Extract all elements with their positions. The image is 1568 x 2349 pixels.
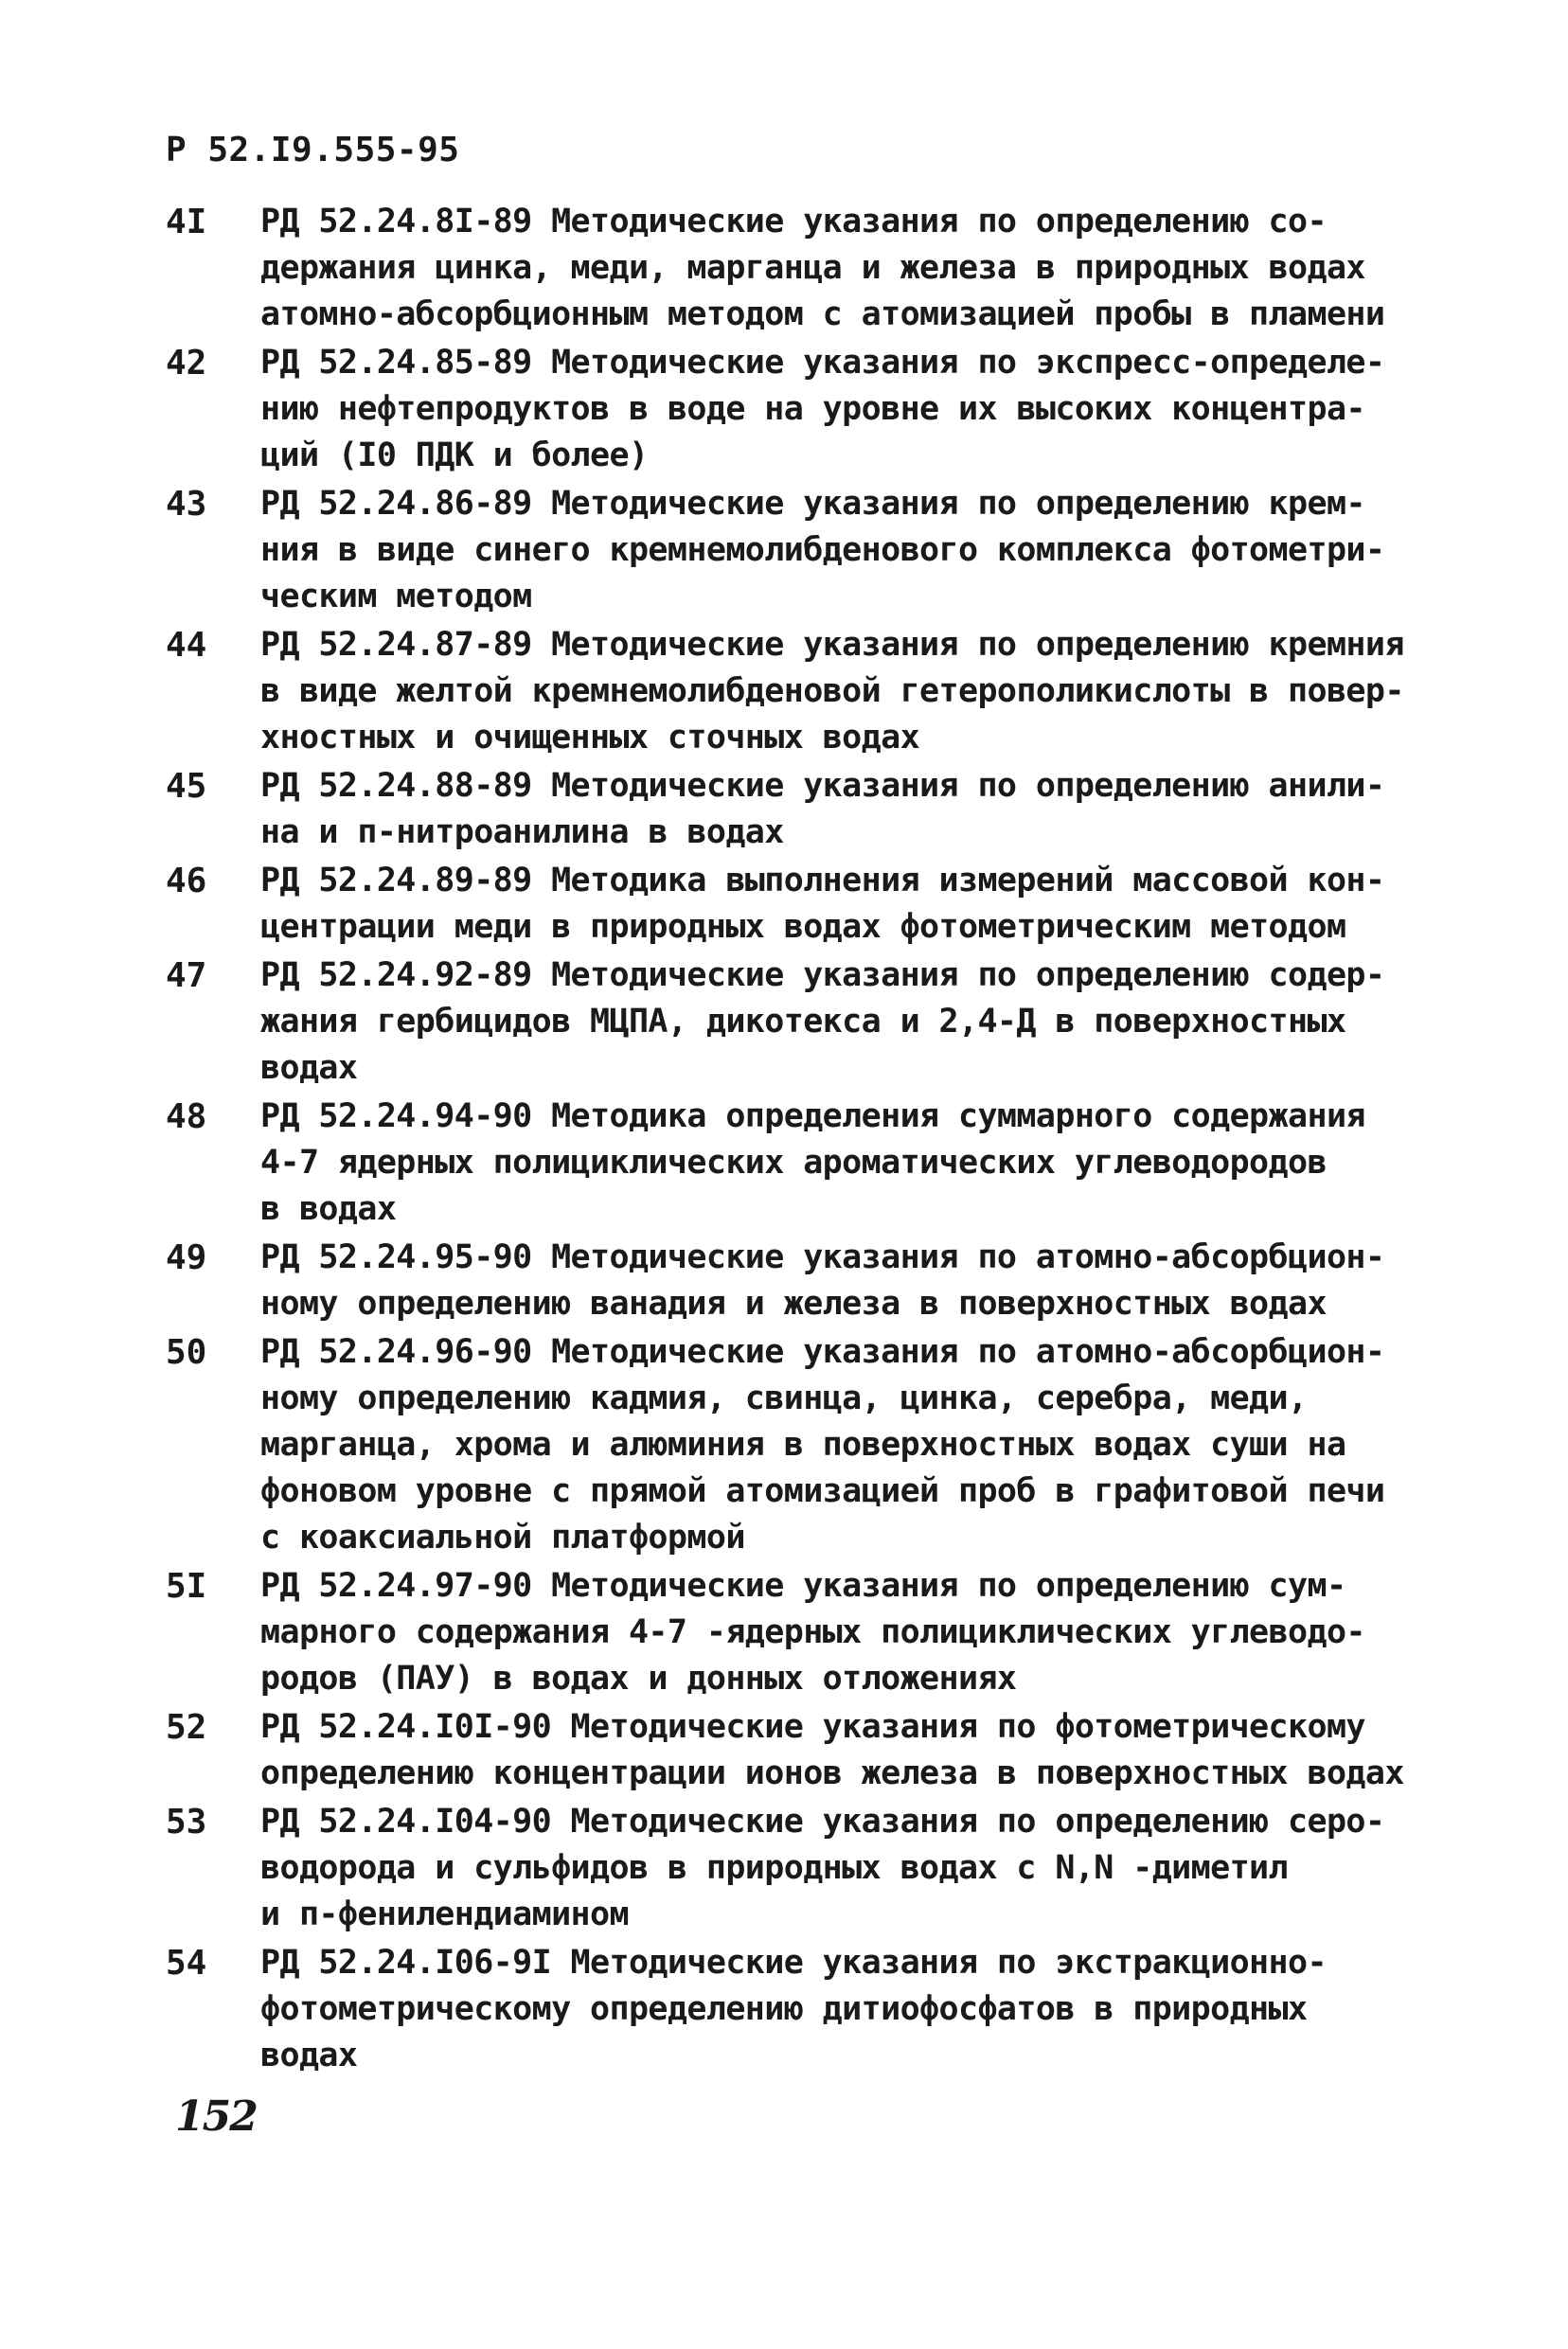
entry-line: фоновом уровне с прямой атомизацией проб в графитовой печи [260, 1472, 1385, 1510]
entry-text [260, 763, 1434, 856]
entry-line: нию нефтепродуктов в воде на уровне их высоких концентра- [260, 390, 1365, 428]
reference-entry [166, 1799, 1434, 1938]
entry-number: 45 [166, 767, 207, 806]
document-code: Р 52.I9.555-95 [166, 131, 460, 169]
entry-line: с коаксиальной платформой [260, 1519, 745, 1557]
entry-line: РД 52.24.I06-9I Методические указания по экстракционно- [260, 1944, 1327, 1982]
entry-text [260, 199, 1434, 338]
entry-text [260, 340, 1434, 479]
entry-line: РД 52.24.95-90 Методические указания по атомно-абсорбцион- [260, 1238, 1385, 1276]
entry-text [260, 858, 1434, 951]
entry-number: 42 [166, 344, 207, 383]
entry-number: 5I [166, 1567, 207, 1606]
entry-number: 46 [166, 862, 207, 900]
entry-number: 49 [166, 1238, 207, 1277]
entry-number: 48 [166, 1097, 207, 1136]
entry-line: водах [260, 1049, 358, 1087]
reference-entry [166, 1563, 1434, 1702]
entry-line: ческим методом [260, 578, 532, 615]
entry-line: РД 52.24.I04-90 Методические указания по определению серо- [260, 1803, 1385, 1841]
entry-line: РД 52.24.8I-89 Методические указания по определению со- [260, 203, 1327, 240]
entry-line: ному определению ванадия и железа в поверхностных водах [260, 1285, 1327, 1323]
entry-text [260, 952, 1434, 1092]
entry-line: РД 52.24.85-89 Методические указания по экспресс-определе- [260, 344, 1385, 382]
entry-line: атомно-абсорбционным методом с атомизацией пробы в пламени [260, 295, 1385, 333]
reference-entry [166, 1235, 1434, 1327]
entry-line: ций (I0 ПДК и более) [260, 436, 649, 474]
entry-line: РД 52.24.92-89 Методические указания по определению содер- [260, 956, 1385, 994]
entry-line: центрации меди в природных водах фотометрическим методом [260, 908, 1346, 946]
reference-entry [166, 1329, 1434, 1561]
entry-line: водах [260, 2037, 358, 2074]
reference-entry [166, 199, 1434, 338]
entry-line: марного содержания 4-7 -ядерных полициклических углеводо- [260, 1613, 1365, 1651]
reference-entry [166, 340, 1434, 479]
reference-entry [166, 481, 1434, 620]
reference-entry [166, 763, 1434, 856]
entry-line: ному определению кадмия, свинца, цинка, серебра, меди, [260, 1379, 1308, 1417]
reference-list [166, 199, 1434, 2081]
entry-line: ния в виде синего кремнемолибденового комплекса фотометри- [260, 531, 1385, 569]
entry-line: РД 52.24.89-89 Методика выполнения измерений массовой кон- [260, 862, 1385, 899]
entry-line: РД 52.24.88-89 Методические указания по определению анили- [260, 767, 1385, 805]
entry-line: РД 52.24.97-90 Методические указания по определению сум- [260, 1567, 1346, 1605]
entry-text [260, 481, 1434, 620]
entry-line: в водах [260, 1190, 397, 1228]
entry-text [260, 1563, 1434, 1702]
entry-line: родов (ПАУ) в водах и донных отложениях [260, 1660, 1017, 1698]
entry-text [260, 1235, 1434, 1327]
entry-line: в виде желтой кремнемолибденовой гетерополикислоты в повер- [260, 672, 1404, 710]
reference-entry [166, 1940, 1434, 2079]
entry-line: РД 52.24.I0I-90 Методические указания по фотометрическому [260, 1708, 1365, 1746]
entry-line: 4-7 ядерных полициклических ароматических углеводородов [260, 1144, 1327, 1182]
entry-line: РД 52.24.87-89 Методические указания по определению кремния [260, 626, 1404, 664]
entry-text [260, 1704, 1434, 1797]
entry-line: марганца, хрома и алюминия в поверхностных водах суши на [260, 1426, 1346, 1464]
entry-number: 52 [166, 1708, 207, 1747]
entry-text [260, 1329, 1434, 1561]
reference-entry [166, 622, 1434, 761]
reference-entry [166, 1094, 1434, 1233]
entry-number: 53 [166, 1803, 207, 1842]
entry-number: 47 [166, 956, 207, 995]
entry-number: 44 [166, 626, 207, 665]
entry-line: определению концентрации ионов железа в поверхностных водах [260, 1754, 1404, 1792]
entry-line: РД 52.24.94-90 Методика определения суммарного содержания [260, 1097, 1365, 1135]
entry-line: держания цинка, меди, марганца и железа в природных водах [260, 249, 1365, 287]
entry-line: РД 52.24.96-90 Методические указания по атомно-абсорбцион- [260, 1333, 1385, 1371]
entry-text [260, 1094, 1434, 1233]
entry-text [260, 622, 1434, 761]
page-number: 152 [175, 2092, 257, 2141]
entry-line: хностных и очищенных сточных водах [260, 719, 920, 756]
entry-text [260, 1940, 1434, 2079]
entry-line: жания гербицидов МЦПА, дикотекса и 2,4-Д в поверхностных [260, 1003, 1346, 1041]
entry-line: и п-фенилендиамином [260, 1895, 629, 1933]
reference-entry [166, 1704, 1434, 1797]
entry-number: 50 [166, 1333, 207, 1372]
entry-line: фотометрическому определению дитиофосфатов в природных [260, 1990, 1308, 2028]
entry-line: водорода и сульфидов в природных водах с N,N -диметил [260, 1849, 1289, 1887]
entry-line: на и п-нитроанилина в водах [260, 813, 784, 851]
entry-number: 54 [166, 1944, 207, 1983]
reference-entry [166, 858, 1434, 951]
entry-text [260, 1799, 1434, 1938]
entry-line: РД 52.24.86-89 Методические указания по определению крем- [260, 485, 1365, 523]
entry-number: 43 [166, 485, 207, 524]
reference-entry [166, 952, 1434, 1092]
entry-number: 4I [166, 203, 207, 241]
